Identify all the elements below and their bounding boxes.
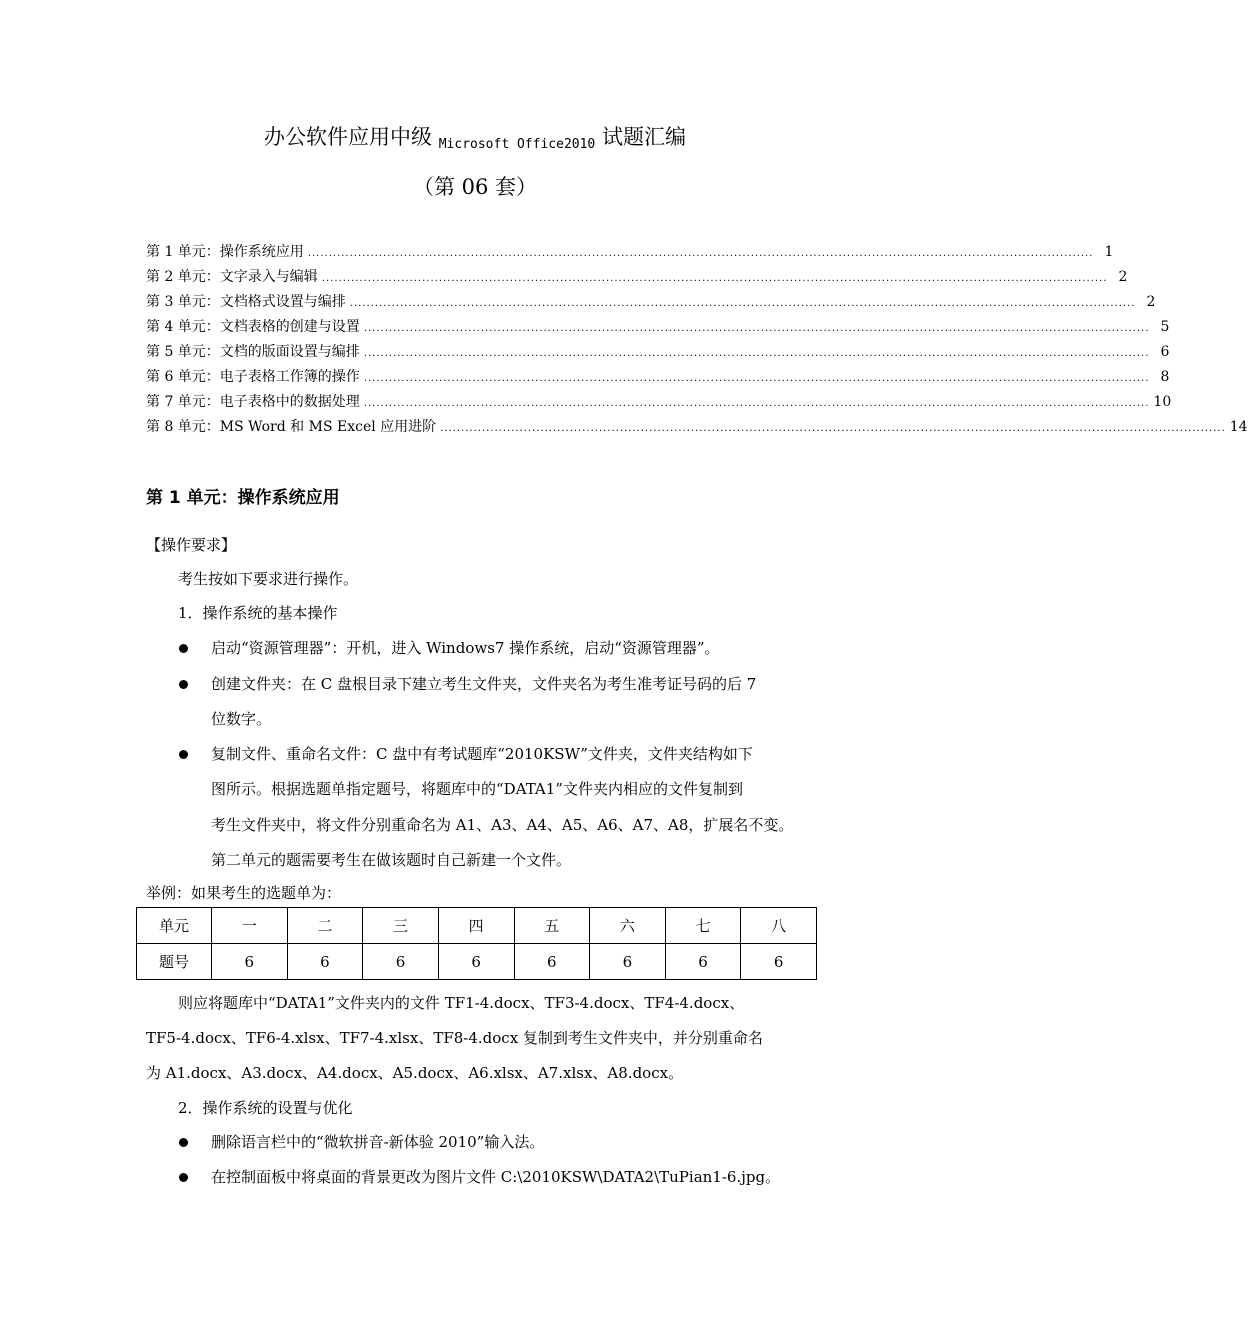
bullet-icon [179, 1173, 188, 1182]
example-label: 举例：如果考生的选题单为： [146, 884, 342, 902]
table-cell: 6 [741, 944, 817, 980]
toc-entry-6[interactable] [146, 367, 1170, 392]
toc-leader: ............................................................................................................................................................................................ [363, 323, 1150, 334]
bullet-icon [179, 1138, 188, 1147]
table-row [137, 908, 817, 944]
table-cell: 四 [438, 908, 514, 944]
toc-entry-3[interactable] [146, 292, 1156, 317]
toc-leader: ............................................................................................................................................................................................ [363, 398, 1150, 409]
table-header-cell: 单元 [137, 908, 212, 944]
title-software: Microsoft Office2010 [438, 137, 596, 152]
toc-leader: ............................................................................................................................................................................................ [363, 373, 1150, 384]
bullet-1-text: 启动“资源管理器”：开机，进入 Windows7 操作系统，启动“资源管理器”。 [211, 639, 720, 657]
paragraph-line-2: TF5-4.docx、TF6-4.xlsx、TF7-4.xlsx、TF8-4.docx 复制到考生文件夹中，并分别重命名 [146, 1029, 763, 1047]
table-cell: 6 [590, 944, 666, 980]
toc-entry-2[interactable] [146, 267, 1128, 292]
table-cell: 6 [438, 944, 514, 980]
toc-page-number: 2 [1118, 269, 1128, 285]
toc-label: 第 7 单元：电子表格中的数据处理 [146, 394, 360, 410]
bullet-4-text: 删除语言栏中的“微软拼音-新体验 2010”输入法。 [211, 1133, 545, 1151]
toc-label: 第 2 单元：文字录入与编辑 [146, 269, 318, 285]
toc-page-number: 1 [1104, 244, 1114, 260]
table-cell: 6 [665, 944, 741, 980]
table-cell: 6 [514, 944, 590, 980]
item-2-heading: 2．操作系统的设置与优化 [178, 1099, 353, 1117]
toc-label: 第 6 单元：电子表格工作簿的操作 [146, 369, 360, 385]
toc-page-number: 8 [1160, 369, 1170, 385]
bullet-3-line-1: 复制文件、重命名文件：C 盘中有考试题库“2010KSW”文件夹，文件夹结构如下 [211, 745, 753, 763]
table-cell: 6 [212, 944, 288, 980]
toc-label: 第 3 单元：文档格式设置与编排 [146, 294, 346, 310]
selection-table [136, 907, 817, 980]
bullet-5-text: 在控制面板中将桌面的背景更改为图片文件 C:\2010KSW\DATA2\TuPian1-6.jpg。 [211, 1168, 781, 1186]
paragraph-line-1: 则应将题库中“DATA1”文件夹内的文件 TF1-4.docx、TF3-4.docx、TF4-4.docx、 [178, 994, 745, 1012]
toc-entry-4[interactable] [146, 317, 1170, 342]
table-cell: 二 [287, 908, 363, 944]
table-cell: 6 [287, 944, 363, 980]
toc-page-number: 6 [1160, 344, 1170, 360]
table-header-cell: 题号 [137, 944, 212, 980]
table-cell: 六 [590, 908, 666, 944]
bullet-icon [179, 644, 188, 653]
toc-label: 第 1 单元：操作系统应用 [146, 244, 304, 260]
toc-leader: ............................................................................................................................................................................................ [321, 273, 1108, 284]
item-1-heading: 1．操作系统的基本操作 [178, 604, 338, 622]
toc-label: 第 4 单元：文档表格的创建与设置 [146, 319, 360, 335]
table-cell: 一 [212, 908, 288, 944]
table-cell: 6 [363, 944, 439, 980]
paragraph-line-3: 为 A1.docx、A3.docx、A4.docx、A5.docx、A6.xlsx、A7.xlsx、A8.docx。 [146, 1064, 684, 1082]
table-cell: 三 [363, 908, 439, 944]
bullet-3-line-4: 第二单元的题需要考生在做该题时自己新建一个文件。 [211, 851, 572, 869]
title-prefix: 办公软件应用中级 [264, 125, 433, 149]
toc-entry-5[interactable] [146, 342, 1170, 367]
document-title [0, 122, 950, 156]
toc-label: 第 5 单元：文档的版面设置与编排 [146, 344, 360, 360]
toc-page-number: 14 [1229, 419, 1248, 435]
table-cell: 五 [514, 908, 590, 944]
toc-page-number: 10 [1153, 394, 1172, 410]
bullet-3-line-2: 图所示。根据选题单指定题号，将题库中的“DATA1”文件夹内相应的文件复制到 [211, 780, 743, 798]
title-suffix: 试题汇编 [601, 125, 686, 149]
toc-entry-8[interactable] [146, 417, 1248, 442]
toc-label: 第 8 单元：MS Word 和 MS Excel 应用进阶 [146, 419, 437, 435]
intro-text: 考生按如下要求进行操作。 [178, 570, 359, 588]
bullet-2-line-2: 位数字。 [211, 710, 272, 728]
toc-leader: ............................................................................................................................................................................................ [307, 248, 1094, 259]
table-cell: 七 [665, 908, 741, 944]
table-of-contents [146, 242, 1248, 442]
toc-leader: ............................................................................................................................................................................................ [363, 348, 1150, 359]
toc-page-number: 2 [1146, 294, 1156, 310]
requirement-label: 【操作要求】 [146, 536, 237, 554]
toc-leader: ............................................................................................................................................................................................ [440, 423, 1226, 434]
table-cell: 八 [741, 908, 817, 944]
toc-entry-7[interactable] [146, 392, 1172, 417]
bullet-3-line-3: 考生文件夹中，将文件分别重命名为 A1、A3、A4、A5、A6、A7、A8，扩展名不变。 [211, 816, 794, 834]
bullet-2-line-1: 创建文件夹：在 C 盘根目录下建立考生文件夹，文件夹名为考生准考证号码的后 7 [211, 675, 757, 693]
section-heading: 第 1 单元：操作系统应用 [146, 488, 340, 508]
toc-page-number: 5 [1160, 319, 1170, 335]
document-subtitle: （第 06 套） [412, 175, 538, 199]
toc-entry-1[interactable] [146, 242, 1114, 267]
bullet-icon [179, 750, 188, 759]
table-row [137, 944, 817, 980]
bullet-icon [179, 680, 188, 689]
toc-leader: ............................................................................................................................................................................................ [349, 298, 1136, 309]
